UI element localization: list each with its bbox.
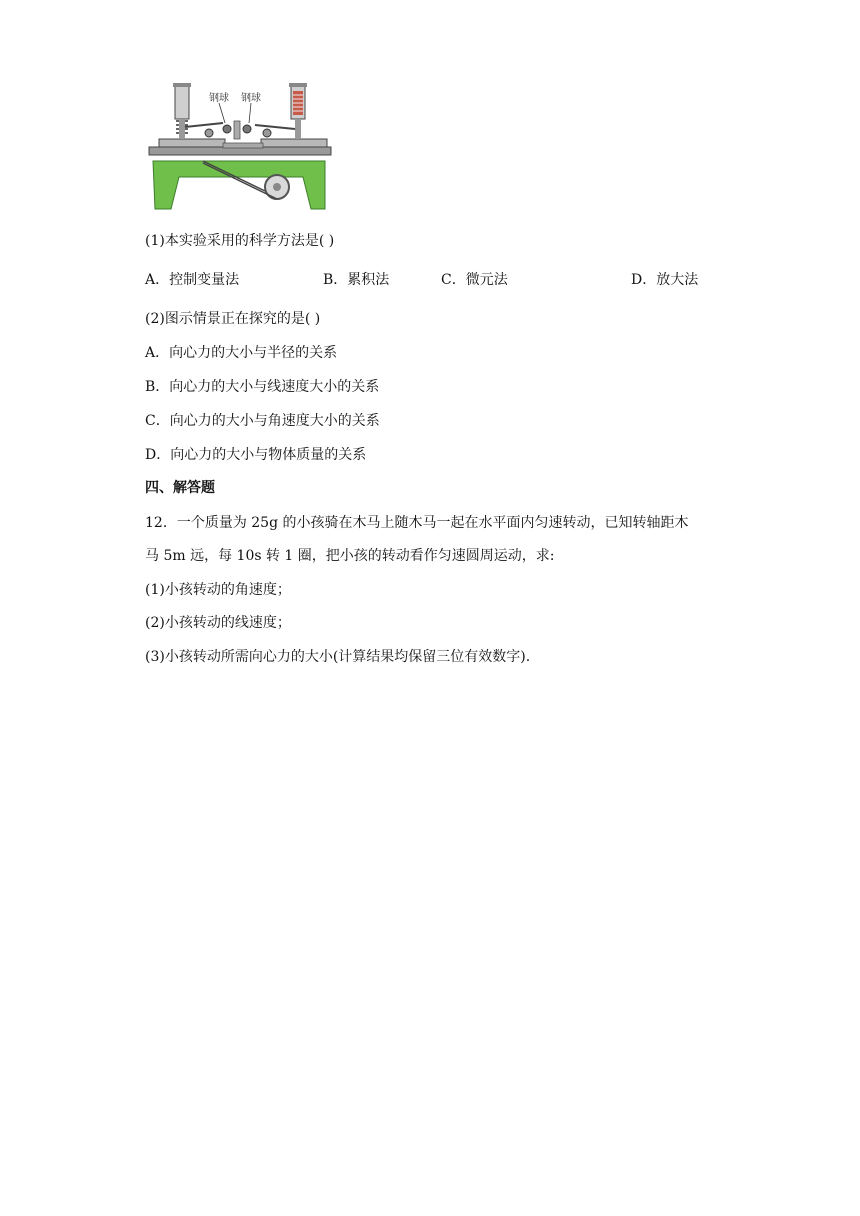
q2-option-d: D．向心力的大小与物体质量的关系 bbox=[145, 447, 367, 463]
q12-part-1: (1)小孩转动的角速度； bbox=[145, 582, 291, 598]
q2-stem: (2)图示情景正在探究的是( ) bbox=[145, 311, 321, 327]
q12-stem-line2: 马 5m 远，每 10s 转 1 圈，把小孩的转动看作匀速圆周运动，求: bbox=[145, 548, 555, 564]
q2-option-b: B．向心力的大小与线速度大小的关系 bbox=[145, 379, 380, 395]
section-title: 四、解答题 bbox=[145, 480, 215, 496]
q2-option-c: C．向心力的大小与角速度大小的关系 bbox=[145, 413, 380, 429]
q1-option-c: C．微元法 bbox=[441, 272, 508, 288]
q12-part-3: (3)小孩转动所需向心力的大小(计算结果均保留三位有效数字). bbox=[145, 649, 531, 665]
q1-option-a: A．控制变量法 bbox=[145, 272, 240, 288]
steel-ball-label-right: 钢球 bbox=[241, 93, 261, 104]
q12-stem-line1: 12．一个质量为 25g 的小孩骑在木马上随木马一起在水平面内匀速转动，已知转轴距木 bbox=[145, 515, 689, 531]
steel-ball-label-left: 钢球 bbox=[209, 93, 229, 104]
q2-option-a: A．向心力的大小与半径的关系 bbox=[145, 345, 338, 361]
q1-stem: (1)本实验采用的科学方法是( ) bbox=[145, 233, 335, 249]
q1-option-d: D．放大法 bbox=[631, 272, 699, 288]
q1-option-b: B．累积法 bbox=[323, 272, 390, 288]
apparatus-figure bbox=[143, 77, 335, 213]
q12-part-2: (2)小孩转动的线速度； bbox=[145, 615, 291, 631]
